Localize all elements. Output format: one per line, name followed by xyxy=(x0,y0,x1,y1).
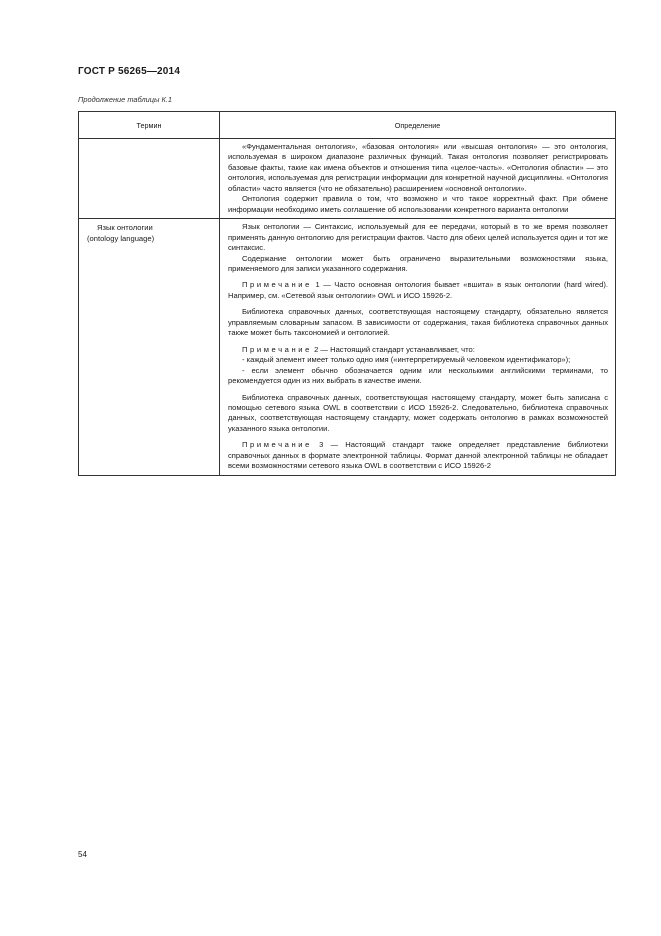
definition-paragraph: Содержание онтологии может быть ограничено выразительными возможностями языка, применяемого для записи указанного содержания. xyxy=(228,253,608,273)
page-number: 54 xyxy=(78,850,87,859)
note-bullet: - если элемент обычно обозначается одним или несколькими английскими терминами, то рекомендуется один из них выбрать в качестве имени. xyxy=(228,365,608,386)
term-russian: Язык онтологии xyxy=(97,223,153,233)
note-2 xyxy=(228,345,608,355)
definition-paragraph: Язык онтологии — Синтаксис, используемый для ее передачи, который в то же время позволяет применять данную онтологию для регистрации фактов. Часто для обеих целей используется один и тот же синтаксис. xyxy=(228,222,608,253)
note-label: Примечание xyxy=(242,344,312,354)
table-row xyxy=(79,139,616,219)
definition-cell xyxy=(220,219,616,476)
definition-paragraph: Онтология содержит правила о том, что возможно и что такое корректный факт. При обмене информации необходимо иметь соглашение об использовании конкретного варианта онтологии xyxy=(228,194,608,214)
note-label: Примечание xyxy=(242,280,312,290)
term-cell xyxy=(79,219,220,476)
note-text: 3 — Настоящий стандарт также определяет представление библиотеки справочных данных в формате электронной таблицы. Формат данной электронной таблицы не обладает всеми возможностями сетевого языка OWL в соответствии с ИСО 15926-2 xyxy=(228,440,608,471)
note-1 xyxy=(228,280,608,301)
table-row xyxy=(79,219,616,476)
table-header-row xyxy=(79,112,616,139)
definition-paragraph: «Фундаментальная онтология», «базовая онтология» или «высшая онтология» — это онтология, используемая в широком диапазоне различных функций. Такая онтология позволяет регистрировать базовые факты, такие как имена объектов и отношения типа «целое-часть». «Онтология области» — это онтология, используемая для регистрации информации для конкретной научной дисциплины. «Онтология области» часто является (что не обязательно) расширением «основной онтологии». xyxy=(228,142,608,193)
table-caption: Продолжение таблицы К.1 xyxy=(78,95,173,104)
definition-paragraph: Библиотека справочных данных, соответствующая настоящему стандарту, обязательно является управляемым словарным запасом. В зависимости от содержания, такая библиотека справочных данных также может быть таксономией и онтологией. xyxy=(228,307,608,338)
definition-paragraph: Библиотека справочных данных, соответствующая настоящему стандарту, может быть записана с помощью сетевого языка OWL в соответствии с ИСО 15926-2. Следовательно, библиотека справочных данных, соответствующая настоящему стандарту, может содержать онтологию в рамках возможностей указанного языка онтологии. xyxy=(228,392,608,433)
note-label: Примечание xyxy=(242,440,312,450)
definition-column-header: Определение xyxy=(220,112,616,139)
definition-cell xyxy=(220,139,616,219)
term-english: (ontology language) xyxy=(87,234,155,244)
term-cell-empty xyxy=(79,139,220,219)
note-text: 2 — Настоящий стандарт устанавливает, что: xyxy=(311,344,475,354)
term-column-header: Термин xyxy=(79,112,220,139)
note-3 xyxy=(228,440,608,471)
note-text: 1 — Часто основная онтология бывает «вшита» в язык онтологии (hard wired). Например, см. «Сетевой язык онтологии» OWL и ИСО 15926-2. xyxy=(228,280,608,300)
note-bullet: - каждый элемент имеет только одно имя («интерпретируемый человеком идентификатор»); xyxy=(242,355,571,365)
definitions-table xyxy=(78,111,616,476)
document-id: ГОСТ Р 56265—2014 xyxy=(78,66,181,77)
